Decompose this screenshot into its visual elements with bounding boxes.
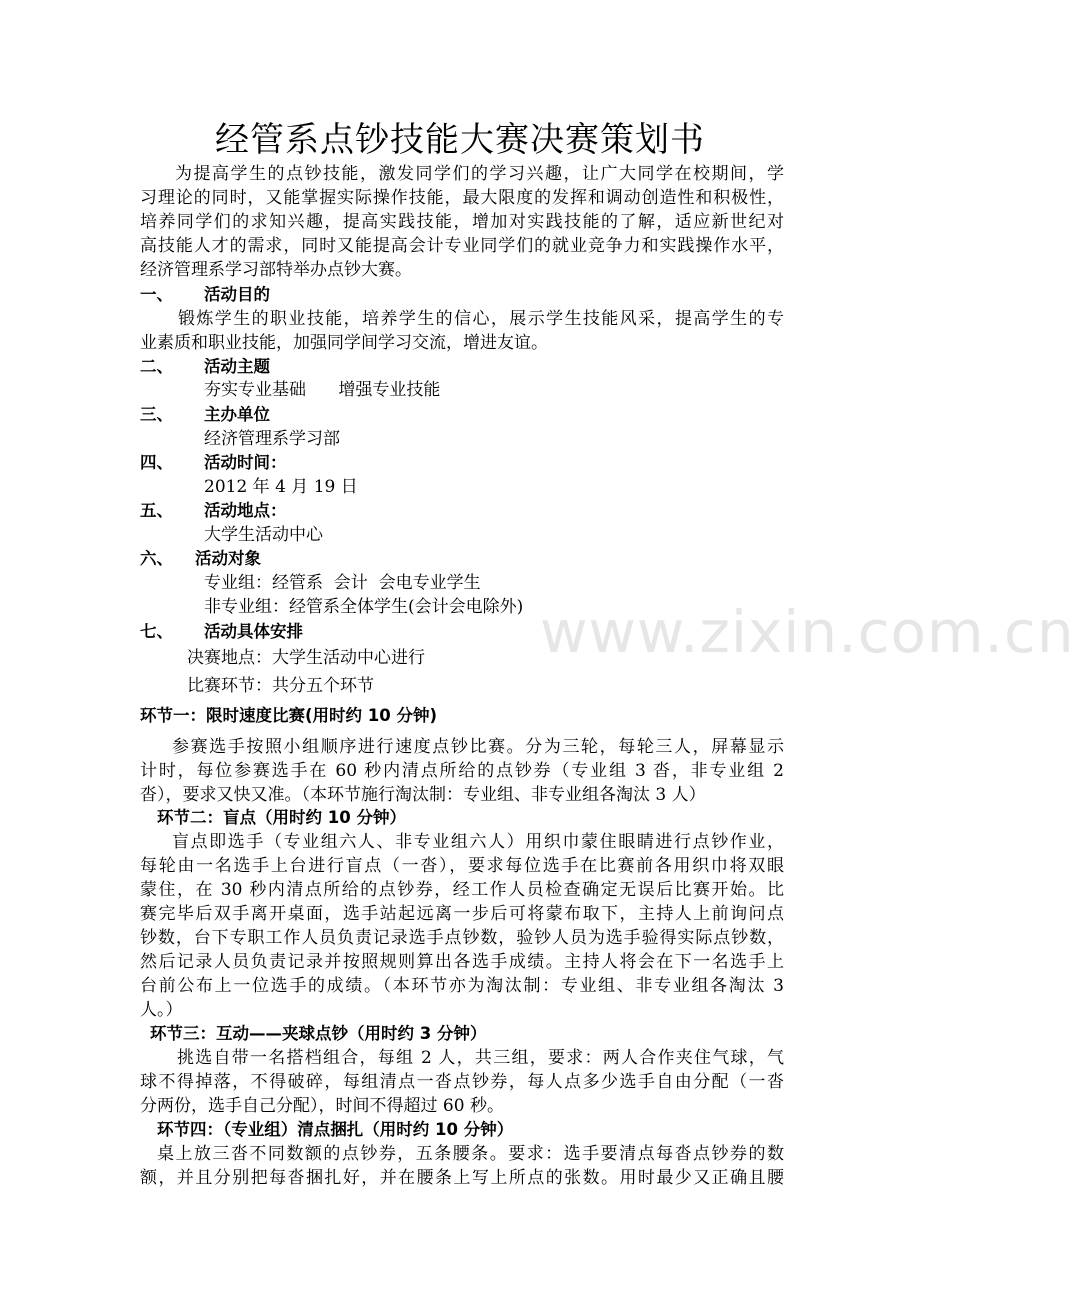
round-body: 钞数，台下专职工作人员负责记录选手点钞数，验钞人员为选手验得实际点钞数， — [140, 928, 784, 948]
round-body: 球不得掉落，不得破碎，每组清点一沓点钞券，每人点多少选手自由分配（一沓 — [140, 1072, 784, 1092]
section-number: 六、 — [140, 549, 173, 568]
section-heading: 主办单位 — [204, 405, 270, 424]
section-body: 2012 年 4 月 19 日 — [204, 477, 358, 497]
section-heading: 活动地点： — [204, 501, 287, 520]
round-body: 桌上放三沓不同数额的点钞券，五条腰条。要求：选手要清点每沓点钞券的数 — [157, 1144, 784, 1164]
section-heading: 活动主题 — [204, 357, 270, 376]
intro-line: 为提高学生的点钞技能，激发同学们的学习兴趣，让广大同学在校期间，学 — [175, 164, 784, 184]
section-heading: 活动时间： — [204, 453, 287, 472]
round-heading: 环节二：盲点（用时约 10 分钟） — [157, 808, 406, 827]
section-number: 三、 — [140, 405, 173, 424]
round-body: 额，并且分别把每沓捆扎好，并在腰条上写上所点的张数。用时最少又正确且腰 — [140, 1168, 784, 1188]
round-heading: 环节一：限时速度比赛(用时约 10 分钟) — [140, 706, 438, 725]
section-number: 五、 — [140, 501, 173, 520]
round-body: 计时，每位参赛选手在 60 秒内清点所给的点钞券（专业组 3 沓，非专业组 2 — [140, 761, 784, 781]
intro-line: 习理论的同时，又能掌握实际操作技能，最大限度的发挥和调动创造性和积极性， — [140, 188, 784, 208]
round-heading: 环节三：互动——夹球点钞（用时约 3 分钟） — [150, 1024, 487, 1043]
round-body: 每轮由一名选手上台进行盲点（一沓），要求每位选手在比赛前各用织巾将双眼 — [140, 856, 784, 876]
section-body: 非专业组：经管系全体学生(会计会电除外) — [204, 597, 524, 617]
section-body: 决赛地点：大学生活动中心进行 — [187, 648, 425, 668]
section-body: 专业组：经管系 会计 会电专业学生 — [204, 573, 481, 593]
watermark: www.zixin.com.cn — [540, 598, 1075, 666]
section-body: 夯实专业基础 增强专业技能 — [204, 380, 441, 400]
round-body: 盲点即选手（专业组六人、非专业组六人）用织巾蒙住眼睛进行点钞作业， — [172, 832, 784, 852]
section-number: 一、 — [140, 285, 173, 304]
section-number: 四、 — [140, 453, 173, 472]
section-body: 比赛环节：共分五个环节 — [187, 676, 374, 696]
round-body: 人。） — [140, 1000, 183, 1020]
round-heading: 环节四：（专业组）清点捆扎（用时约 10 分钟） — [157, 1120, 514, 1139]
round-body: 分两份，选手自己分配），时间不得超过 60 秒。 — [140, 1096, 504, 1116]
intro-line: 高技能人才的需求，同时又能提高会计专业同学们的就业竞争力和实践操作水平， — [140, 236, 784, 256]
section-body: 业素质和职业技能，加强同学间学习交流，增进友谊。 — [140, 333, 548, 353]
round-body: 参赛选手按照小组顺序进行速度点钞比赛。分为三轮，每轮三人，屏幕显示 — [172, 737, 784, 757]
section-body: 经济管理系学习部 — [204, 429, 340, 449]
section-number: 二、 — [140, 357, 173, 376]
round-body: 沓），要求又快又准。（本环节施行淘汰制：专业组、非专业组各淘汰 3 人） — [140, 785, 706, 805]
section-heading: 活动具体安排 — [204, 622, 303, 641]
section-heading: 活动对象 — [195, 549, 261, 568]
round-body: 台前公布上一位选手的成绩。（本环节亦为淘汰制：专业组、非专业组各淘汰 3 — [140, 976, 784, 996]
section-number: 七、 — [140, 622, 173, 641]
intro-line: 经济管理系学习部特举办点钞大赛。 — [140, 260, 412, 280]
round-body: 蒙住，在 30 秒内清点所给的点钞券，经工作人员检查确定无误后比赛开始。比 — [140, 880, 784, 900]
intro-line: 培养同学们的求知兴趣，提高实践技能，增加对实践技能的了解，适应新世纪对 — [140, 212, 784, 232]
section-body: 大学生活动中心 — [204, 525, 323, 545]
section-heading: 活动目的 — [204, 285, 270, 304]
round-body: 赛完毕后双手离开桌面，选手站起远离一步后可将蒙布取下，主持人上前询问点 — [140, 904, 784, 924]
section-body: 锻炼学生的职业技能，培养学生的信心，展示学生技能风采，提高学生的专 — [178, 309, 784, 329]
round-body: 挑选自带一名搭档组合，每组 2 人，共三组，要求：两人合作夹住气球，气 — [177, 1048, 784, 1068]
page-title: 经管系点钞技能大赛决赛策划书 — [215, 120, 705, 160]
round-body: 然后记录人员负责记录并按照规则算出各选手成绩。主持人将会在下一名选手上 — [140, 952, 784, 972]
